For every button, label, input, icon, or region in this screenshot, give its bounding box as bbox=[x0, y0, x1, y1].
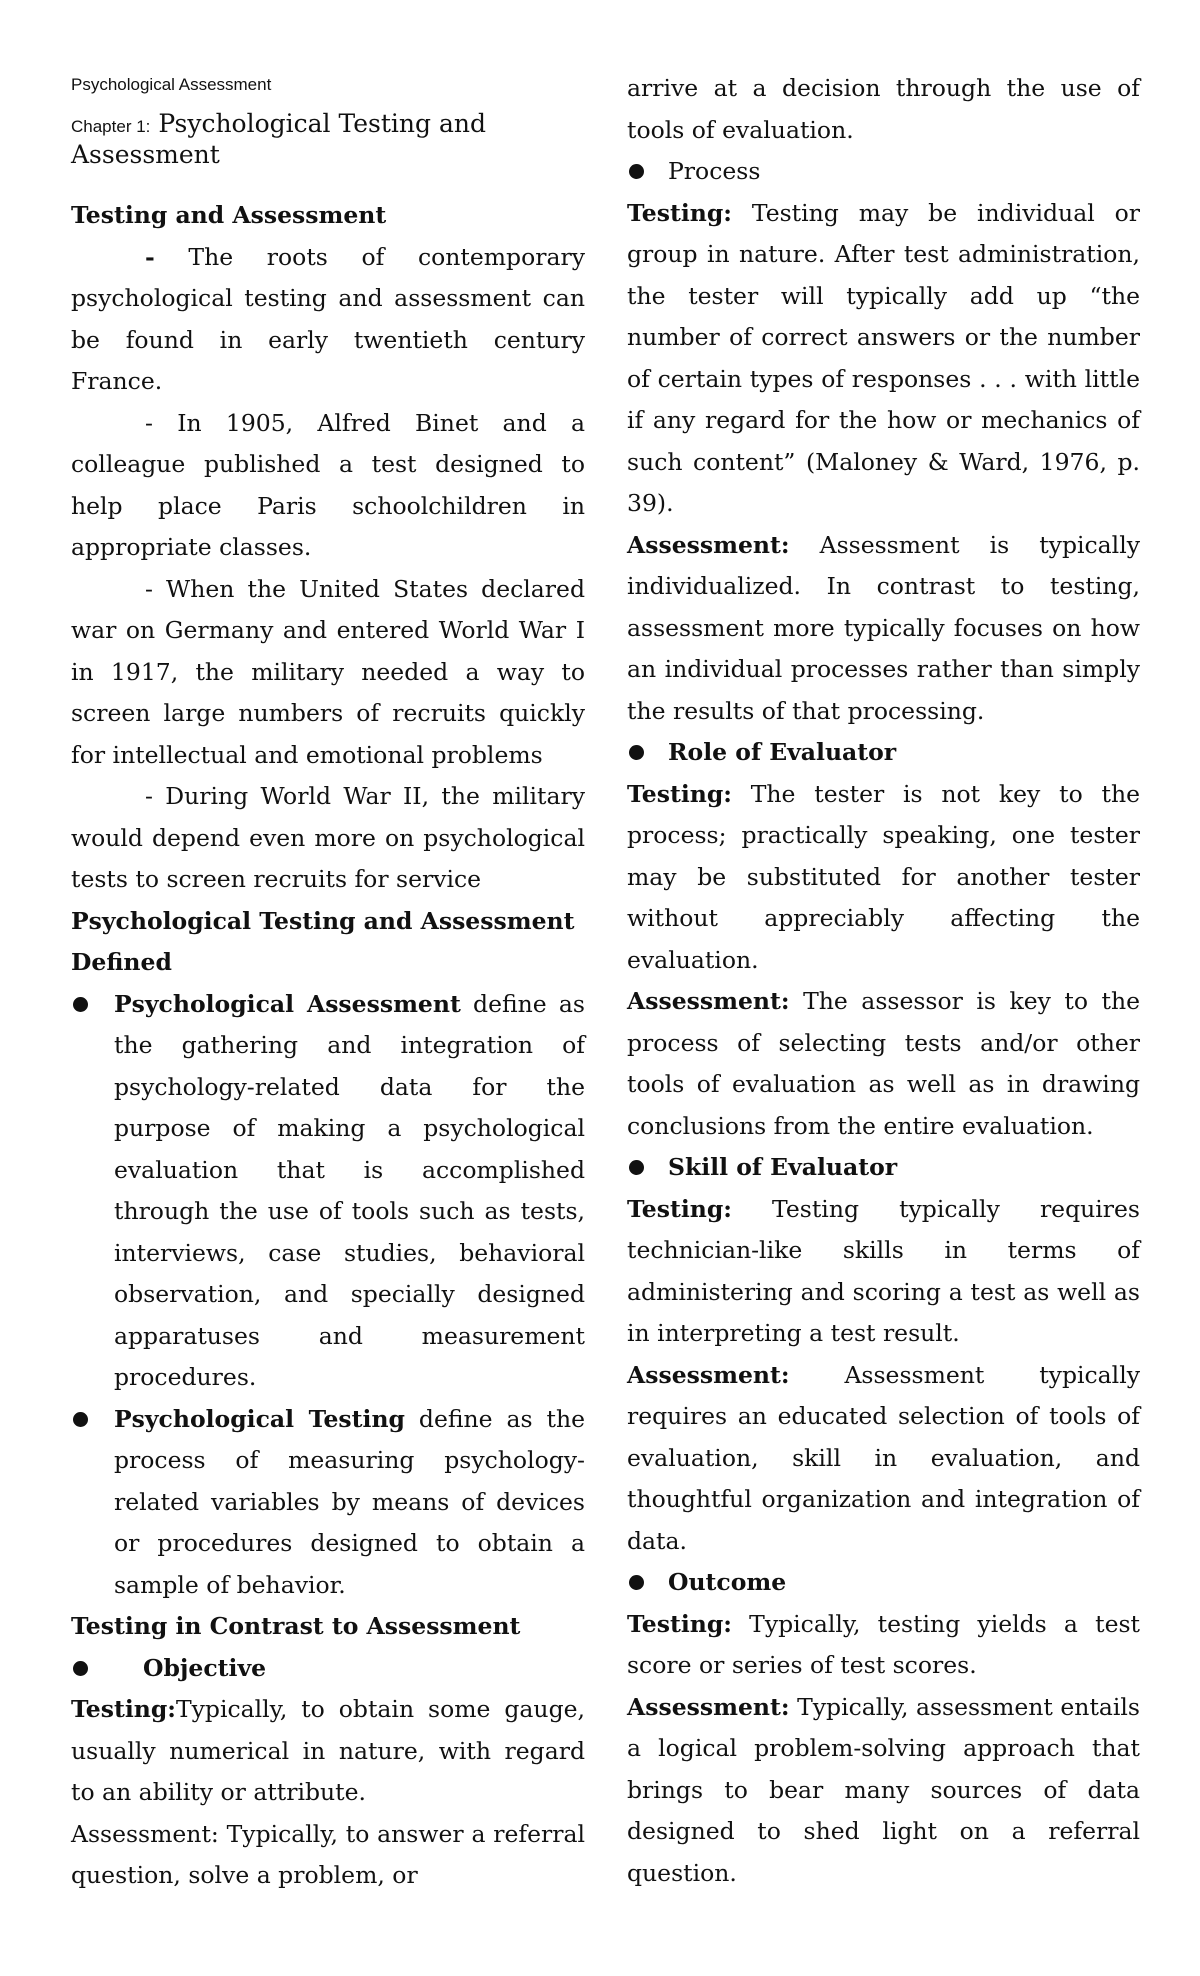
history-paragraph-wwi: - When the United States declared war on Germany and entered World War I in 1917, the military needed a way to screen large numbers of recruits quickly for intellectual and emotional problems bbox=[71, 574, 585, 769]
definition-list bbox=[71, 984, 585, 1607]
assessment-label: Assessment: bbox=[627, 1360, 790, 1389]
left-column bbox=[71, 68, 585, 1897]
subheading-skill-of-evaluator bbox=[627, 1147, 1140, 1189]
skill-testing-text: Testing typically requires technician-like skills in terms of administering and scoring a test as well as in interpreting a test result. bbox=[627, 1194, 1140, 1347]
history-paragraph-binet: - In 1905, Alfred Binet and a colleague published a test designed to help place Paris schoolchildren in appropriate classes. bbox=[71, 408, 585, 561]
history-paragraph-roots-text: The roots of contemporary psychological testing and assessment can be found in early twentieth century France. bbox=[71, 242, 585, 395]
skill-assessment-paragraph bbox=[627, 1355, 1140, 1563]
role-testing-paragraph bbox=[627, 774, 1140, 982]
section-heading-contrast: Testing in Contrast to Assessment bbox=[71, 1612, 521, 1640]
bullet-icon bbox=[73, 1661, 88, 1676]
role-assessment-paragraph bbox=[627, 981, 1140, 1147]
running-title: Psychological Assessment bbox=[71, 75, 272, 94]
role-assessment-text: The assessor is key to the process of selecting tests and/or other tools of evaluation as well as in drawing conclusions from the entire evaluation. bbox=[627, 987, 1140, 1140]
bullet-icon bbox=[629, 1575, 644, 1590]
term-psych-testing: Psychological Testing bbox=[114, 1404, 405, 1433]
testing-label: Testing: bbox=[627, 1609, 732, 1638]
bullet-icon bbox=[73, 997, 88, 1012]
objective-assessment-continued: arrive at a decision through the use of tools of evaluation. bbox=[627, 74, 1140, 144]
subheading-objective-label: Objective bbox=[143, 1653, 267, 1682]
process-assessment-text: Assessment is typically individualized. In contrast to testing, assessment more typically focuses on how an individual processes rather than simply the results of that processing. bbox=[627, 530, 1140, 725]
subheading-objective bbox=[71, 1648, 585, 1690]
objective-assessment-paragraph: Assessment: Typically, to answer a referral question, solve a problem, or bbox=[71, 1819, 585, 1889]
definition-psych-testing: define as the process of measuring psychology-related variables by means of devices or procedures designed to obtain a sample of behavior. bbox=[114, 1404, 585, 1599]
right-column bbox=[627, 68, 1140, 1894]
dash-marker: - bbox=[145, 242, 155, 271]
process-assessment-paragraph bbox=[627, 525, 1140, 733]
role-testing-text: The tester is not key to the process; practically speaking, one tester may be substituted for another tester without appreciably affecting the evaluation. bbox=[627, 779, 1140, 974]
definition-psych-assessment: define as the gathering and integration of psychology-related data for the purpose of making a psychological evaluation that is accomplished through the use of tools such as tests, interviews, case studies, behavioral observation, and specially designed apparatuses and measurement procedures. bbox=[114, 989, 585, 1391]
bullet-icon bbox=[629, 1160, 644, 1175]
outcome-testing-text: Typically, testing yields a test score or series of test scores. bbox=[627, 1609, 1140, 1679]
subheading-process-label: Process bbox=[668, 157, 761, 185]
section-heading-defined: Psychological Testing and Assessment Defined bbox=[71, 906, 575, 976]
subheading-role-of-evaluator bbox=[627, 732, 1140, 774]
skill-assessment-text: Assessment typically requires an educated selection of tools of evaluation, skill in evaluation, and thoughtful organization and integration of data. bbox=[627, 1360, 1140, 1555]
list-item-psych-assessment bbox=[71, 984, 585, 1399]
subheading-outcome-label: Outcome bbox=[668, 1568, 787, 1596]
process-testing-paragraph bbox=[627, 193, 1140, 525]
chapter-label: Chapter 1: bbox=[71, 117, 151, 136]
list-item-psych-testing bbox=[71, 1399, 585, 1607]
section-heading-testing-and-assessment: Testing and Assessment bbox=[71, 201, 387, 229]
subheading-process bbox=[627, 151, 1140, 193]
outcome-testing-paragraph bbox=[627, 1604, 1140, 1687]
outcome-assessment-text: Typically, assessment entails a logical problem-solving approach that brings to bear many sources of data designed to shed light on a referral question. bbox=[627, 1692, 1140, 1887]
objective-testing-text: Typically, to obtain some gauge, usually numerical in nature, with regard to an ability or attribute. bbox=[71, 1695, 585, 1806]
assessment-label: Assessment: bbox=[627, 1692, 790, 1721]
bullet-icon bbox=[629, 745, 644, 760]
objective-testing-paragraph bbox=[71, 1689, 585, 1814]
bullet-icon bbox=[73, 1412, 88, 1427]
testing-label: Testing: bbox=[71, 1695, 176, 1723]
outcome-assessment-paragraph bbox=[627, 1687, 1140, 1895]
testing-label: Testing: bbox=[627, 779, 732, 808]
subheading-outcome bbox=[627, 1562, 1140, 1604]
assessment-label: Assessment: bbox=[627, 530, 790, 559]
bullet-icon bbox=[629, 164, 644, 179]
testing-label: Testing: bbox=[627, 198, 732, 227]
history-paragraph-roots bbox=[71, 237, 585, 403]
term-psych-assessment: Psychological Assessment bbox=[114, 989, 461, 1018]
process-testing-text: Testing may be individual or group in nature. After test administration, the tester will typically add up “the number of correct answers or the number of certain types of responses . . . with little if any regard for the how or mechanics of such content” (Maloney & Ward, 1976, p. 39). bbox=[627, 198, 1140, 517]
assessment-label: Assessment: bbox=[627, 987, 790, 1015]
chapter-title-block bbox=[71, 110, 585, 169]
chapter-title: Psychological Testing and Assessment bbox=[71, 109, 486, 169]
history-paragraph-wwii: - During World War II, the military would depend even more on psychological tests to screen recruits for service bbox=[71, 782, 585, 893]
testing-label: Testing: bbox=[627, 1194, 732, 1223]
skill-testing-paragraph bbox=[627, 1189, 1140, 1355]
subheading-skill-label: Skill of Evaluator bbox=[668, 1153, 898, 1181]
subheading-role-label: Role of Evaluator bbox=[668, 738, 897, 766]
